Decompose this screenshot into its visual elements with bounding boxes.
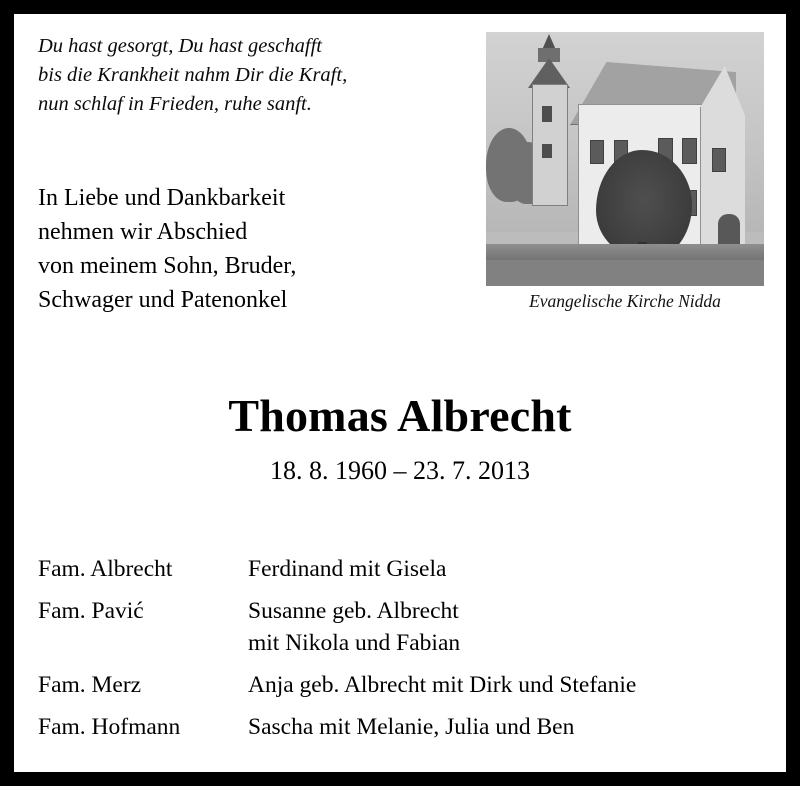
family-members-line-1: Sascha mit Melanie, Julia und Ben (248, 713, 575, 740)
family-members (248, 554, 768, 586)
family-members-line-1: Susanne geb. Albrecht (248, 597, 459, 624)
life-dates: 18. 8. 1960 – 23. 7. 2013 (270, 456, 530, 485)
family-row (38, 596, 768, 660)
family-members (248, 596, 768, 660)
photo-path (486, 260, 764, 286)
photo-caption: Evangelische Kirche Nidda (529, 291, 721, 311)
tower-window (542, 144, 552, 158)
poem-line-1: Du hast gesorgt, Du hast geschafft (38, 35, 322, 57)
poem-line-3: nun schlaf in Frieden, ruhe sanft. (38, 93, 312, 116)
family-list (38, 554, 768, 754)
family-row (38, 554, 768, 586)
notice-inner (14, 14, 786, 772)
poem-line-2: bis die Krankheit nahm Dir die Kraft, (38, 64, 348, 87)
church-photo (486, 32, 764, 286)
intro-line-2: nehmen wir Abschied (38, 219, 248, 246)
family-members-line-2: mit Nikola und Fabian (248, 629, 461, 656)
family-name: Fam. Albrecht (38, 556, 173, 582)
family-row (38, 712, 768, 744)
family-name: Fam. Hofmann (38, 713, 181, 740)
intro-line-3: von meinem Sohn, Bruder, (38, 253, 297, 280)
family-members (248, 712, 768, 744)
family-members-line-1: Ferdinand mit Gisela (248, 556, 447, 582)
family-members-line-1: Anja geb. Albrecht mit Dirk und Stefanie (248, 671, 637, 698)
intro-line-4: Schwager und Patenonkel (38, 287, 288, 314)
church-window (712, 148, 726, 172)
family-members (248, 670, 768, 702)
intro-line-1: In Liebe und Dankbarkeit (38, 185, 286, 211)
intro-block (38, 181, 468, 317)
poem-block (38, 32, 468, 119)
church-photo-wrapper (486, 32, 764, 286)
deceased-name: Thomas Albrecht (228, 390, 572, 441)
family-name: Fam. Merz (38, 671, 142, 698)
family-row (38, 670, 768, 702)
family-name: Fam. Pavić (38, 597, 144, 624)
tower-window (542, 106, 552, 122)
church-window (590, 140, 604, 164)
church-window (682, 138, 697, 164)
